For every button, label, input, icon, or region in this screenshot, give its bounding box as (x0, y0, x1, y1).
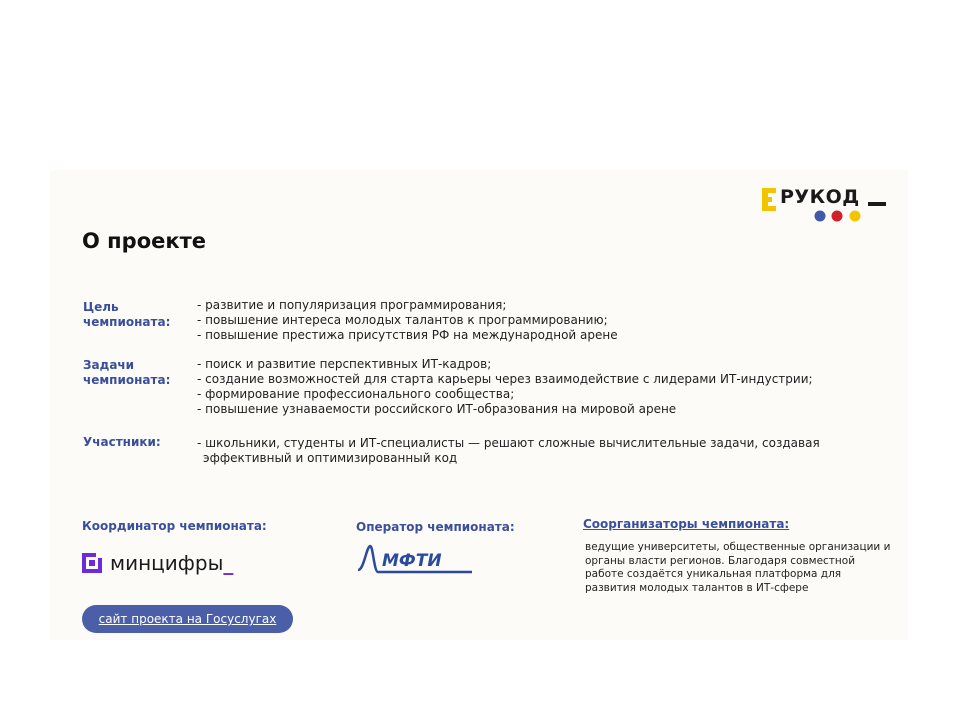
list-item: - повышение престижа присутствия РФ на международной арене (197, 328, 618, 342)
mfti-logo-text: МФТИ (382, 551, 442, 571)
mincifry-square-icon (82, 553, 102, 573)
section-label-participants: Участники: (83, 435, 161, 449)
list-item: - школьники, студенты и ИТ-специалисты — решают сложные вычислительные задачи, создавая (197, 436, 820, 450)
mfti-wave-icon (356, 542, 476, 578)
operator-heading: Оператор чемпионата: (356, 520, 515, 534)
list-item: - повышение узнаваемости российского ИТ-образования на мировой арене (197, 402, 677, 416)
blue-dot-icon (815, 211, 826, 222)
list-item: - развитие и популяризация программирования; (197, 298, 507, 312)
rukod-logo-text: РУКОД (780, 186, 860, 208)
coordinator-heading: Координатор чемпионата: (82, 519, 267, 533)
gosuslugi-site-button[interactable]: сайт проекта на Госуслугах (82, 605, 293, 633)
mincifry-logo-text: минцифры (110, 551, 224, 575)
red-dot-icon (832, 211, 843, 222)
page-title: О проекте (82, 229, 207, 253)
section-list-participants (197, 436, 877, 466)
list-item: - повышение интереса молодых талантов к программированию; (197, 313, 608, 327)
list-item: - формирование профессионального сообщества; (197, 387, 515, 401)
yellow-dot-icon (850, 211, 861, 222)
section-list-goal (197, 298, 877, 343)
coorganizers-text: ведущие университеты, общественные организации и органы власти регионов. Благодаря совместной работе создаётся уникальная платформа для развития молодых талантов в ИТ-сфере (585, 541, 891, 594)
section-label-tasks: Задачи чемпионата: (83, 358, 171, 387)
rukod-logo (760, 184, 890, 224)
list-item: - создание возможностей для старта карьеры через взаимодействие с лидерами ИТ-индустрии; (197, 372, 813, 386)
coorganizers-heading[interactable]: Соорганизаторы чемпионата: (583, 517, 790, 531)
list-item: эффективный и оптимизированный код (203, 451, 458, 465)
section-list-tasks (197, 357, 877, 417)
mincifry-underscore: _ (223, 551, 234, 575)
mfti-logo (356, 542, 476, 578)
list-item: - поиск и развитие перспективных ИТ-кадров; (197, 357, 492, 371)
section-label-goal: Цель чемпионата: (83, 300, 171, 329)
mincifry-logo (82, 550, 233, 576)
